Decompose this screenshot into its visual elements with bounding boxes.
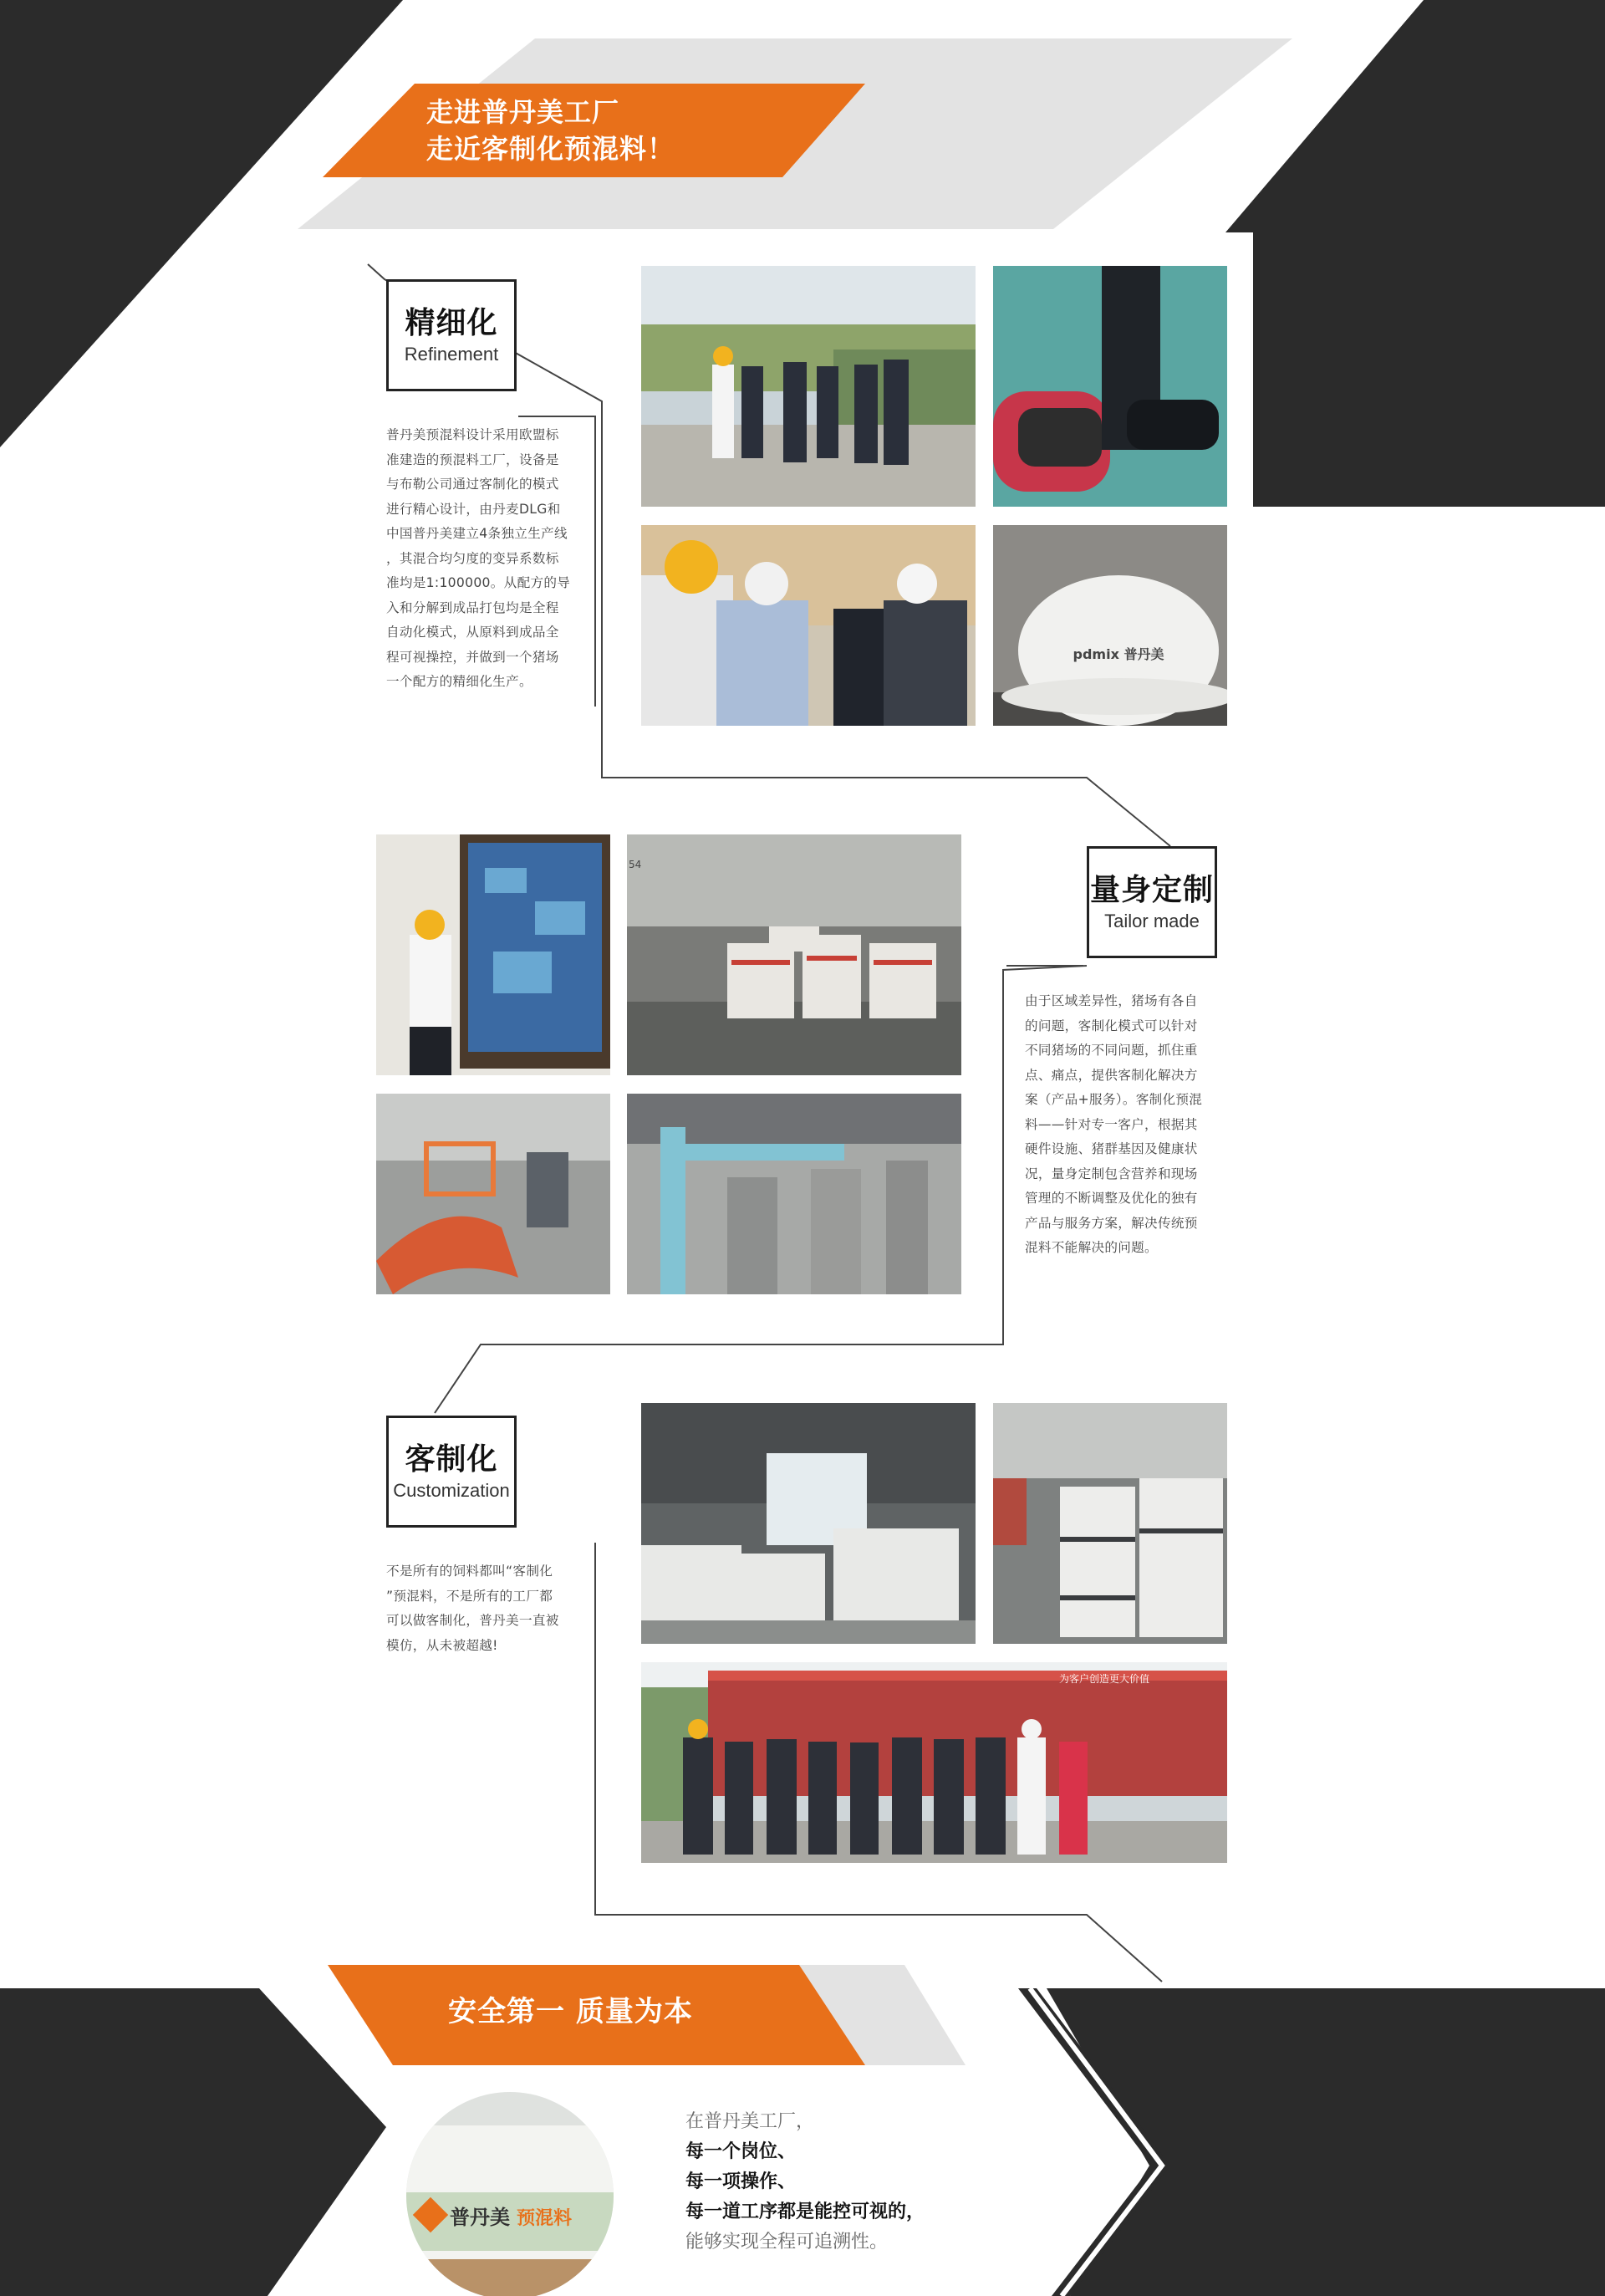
bottom-line-1: 在普丹美工厂， bbox=[685, 2111, 815, 2132]
photo-visitors-walking bbox=[641, 266, 976, 507]
tailor-line: 硬件设施、猪群基因及健康状 bbox=[1025, 1141, 1198, 1156]
photo-bag-stacks bbox=[993, 1403, 1227, 1644]
refinement-title-en: Refinement bbox=[404, 344, 499, 365]
tailor-line: 案（产品+服务）。客制化预混 bbox=[1025, 1092, 1203, 1107]
tailor-line: 管理的不断调整及优化的独有 bbox=[1025, 1191, 1198, 1206]
photo-warehouse-wide bbox=[641, 1403, 976, 1644]
photo-conveyor bbox=[376, 1094, 610, 1294]
tailor-line: 况，量身定制包含营养和现场 bbox=[1025, 1166, 1198, 1181]
header-title-line1: 走进普丹美工厂 bbox=[426, 96, 620, 128]
photo-guide-explaining bbox=[641, 525, 976, 726]
tailor-title-en: Tailor made bbox=[1104, 911, 1200, 931]
refinement-title-zh: 精细化 bbox=[405, 306, 498, 340]
factory-banner-text: 为客户创造更大价值 bbox=[1059, 1673, 1150, 1685]
photo-helmet bbox=[993, 525, 1227, 726]
refinement-line: 进行精心设计，由丹麦DLG和 bbox=[386, 501, 561, 517]
customization-line: 可以做客制化，普丹美一直被 bbox=[386, 1613, 559, 1628]
bottom-line-3: 每一项操作、 bbox=[685, 2171, 797, 2192]
header-title-line2: 走近客制化预混料！ bbox=[426, 133, 675, 165]
refinement-line: 准建造的预混料工厂，设备是 bbox=[386, 452, 559, 467]
refinement-line: 入和分解到成品打包均是全程 bbox=[386, 600, 559, 615]
refinement-line: 普丹美预混料设计采用欧盟标 bbox=[386, 427, 559, 442]
refinement-line: 一个配方的精细化生产。 bbox=[386, 674, 532, 689]
bottom-banner-title: 安全第一 质量为本 bbox=[448, 1995, 693, 2028]
tailor-line: 由于区域差异性，猪场有各自 bbox=[1025, 993, 1198, 1008]
tailor-line: 混料不能解决的问题。 bbox=[1025, 1240, 1158, 1255]
bag-product-text: 预混料 bbox=[517, 2208, 573, 2229]
tailor-line: 产品与服务方案，解决传统预 bbox=[1025, 1215, 1198, 1231]
customization-title-en: Customization bbox=[393, 1480, 510, 1501]
refinement-paragraph bbox=[386, 423, 570, 695]
bottom-line-5: 能够实现全程可追溯性。 bbox=[685, 2232, 889, 2253]
bottom-left-dark-shape bbox=[0, 1988, 386, 2296]
refinement-title-box bbox=[386, 279, 517, 391]
customization-title-zh: 客制化 bbox=[405, 1442, 498, 1477]
refinement-line: ，其混合均匀度的变异系数标 bbox=[386, 550, 559, 566]
refinement-line: 准均是1:100000。从配方的导 bbox=[386, 575, 571, 590]
photo-map-presentation bbox=[376, 834, 610, 1075]
bottom-line-2: 每一个岗位、 bbox=[685, 2141, 797, 2162]
bottom-description bbox=[685, 2107, 925, 2258]
tailor-title-zh: 量身定制 bbox=[1089, 873, 1214, 907]
refinement-line: 与布勒公司通过客制化的模式 bbox=[386, 477, 559, 492]
customization-title-box bbox=[386, 1416, 517, 1528]
wall-number-text: 54 bbox=[629, 859, 642, 870]
photo-silo-pipes bbox=[627, 1094, 961, 1294]
bottom-right-dark-shape bbox=[1047, 1988, 1605, 2296]
tailor-line: 点、痛点，提供客制化解决方 bbox=[1025, 1067, 1198, 1083]
tailor-line: 料——针对专一客户，根据其 bbox=[1025, 1116, 1198, 1132]
photo-warehouse-bags bbox=[627, 834, 961, 1075]
bag-brand-text: 普丹美 bbox=[450, 2206, 510, 2229]
helmet-brand-text: pdmix 普丹美 bbox=[1073, 646, 1164, 662]
tailor-line: 不同猪场的不同问题，抓住重 bbox=[1025, 1043, 1198, 1058]
tailor-paragraph bbox=[1025, 989, 1202, 1261]
refinement-line: 程可视操控，并做到一个猪场 bbox=[386, 649, 559, 665]
tailor-title-box bbox=[1087, 846, 1217, 958]
top-right-dark-shape bbox=[1225, 0, 1605, 507]
refinement-line: 自动化模式，从原料到成品全 bbox=[386, 625, 559, 640]
refinement-line: 中国普丹美建立4条独立生产线 bbox=[386, 526, 568, 541]
customization-line: 不是所有的饲料都叫“客制化 bbox=[386, 1564, 553, 1579]
customization-line: 模仿，从未被超越! bbox=[386, 1637, 498, 1653]
customization-paragraph bbox=[386, 1559, 559, 1658]
bottom-line-4: 每一道工序都是能控可视的， bbox=[685, 2202, 925, 2222]
photo-shoe-cover-machine bbox=[993, 266, 1227, 507]
customization-line: ”预混料，不是所有的工厂都 bbox=[386, 1588, 553, 1604]
tailor-line: 的问题，客制化模式可以针对 bbox=[1025, 1018, 1198, 1033]
photo-group-visitors bbox=[641, 1662, 1227, 1863]
bag-circle-image bbox=[406, 2092, 614, 2296]
